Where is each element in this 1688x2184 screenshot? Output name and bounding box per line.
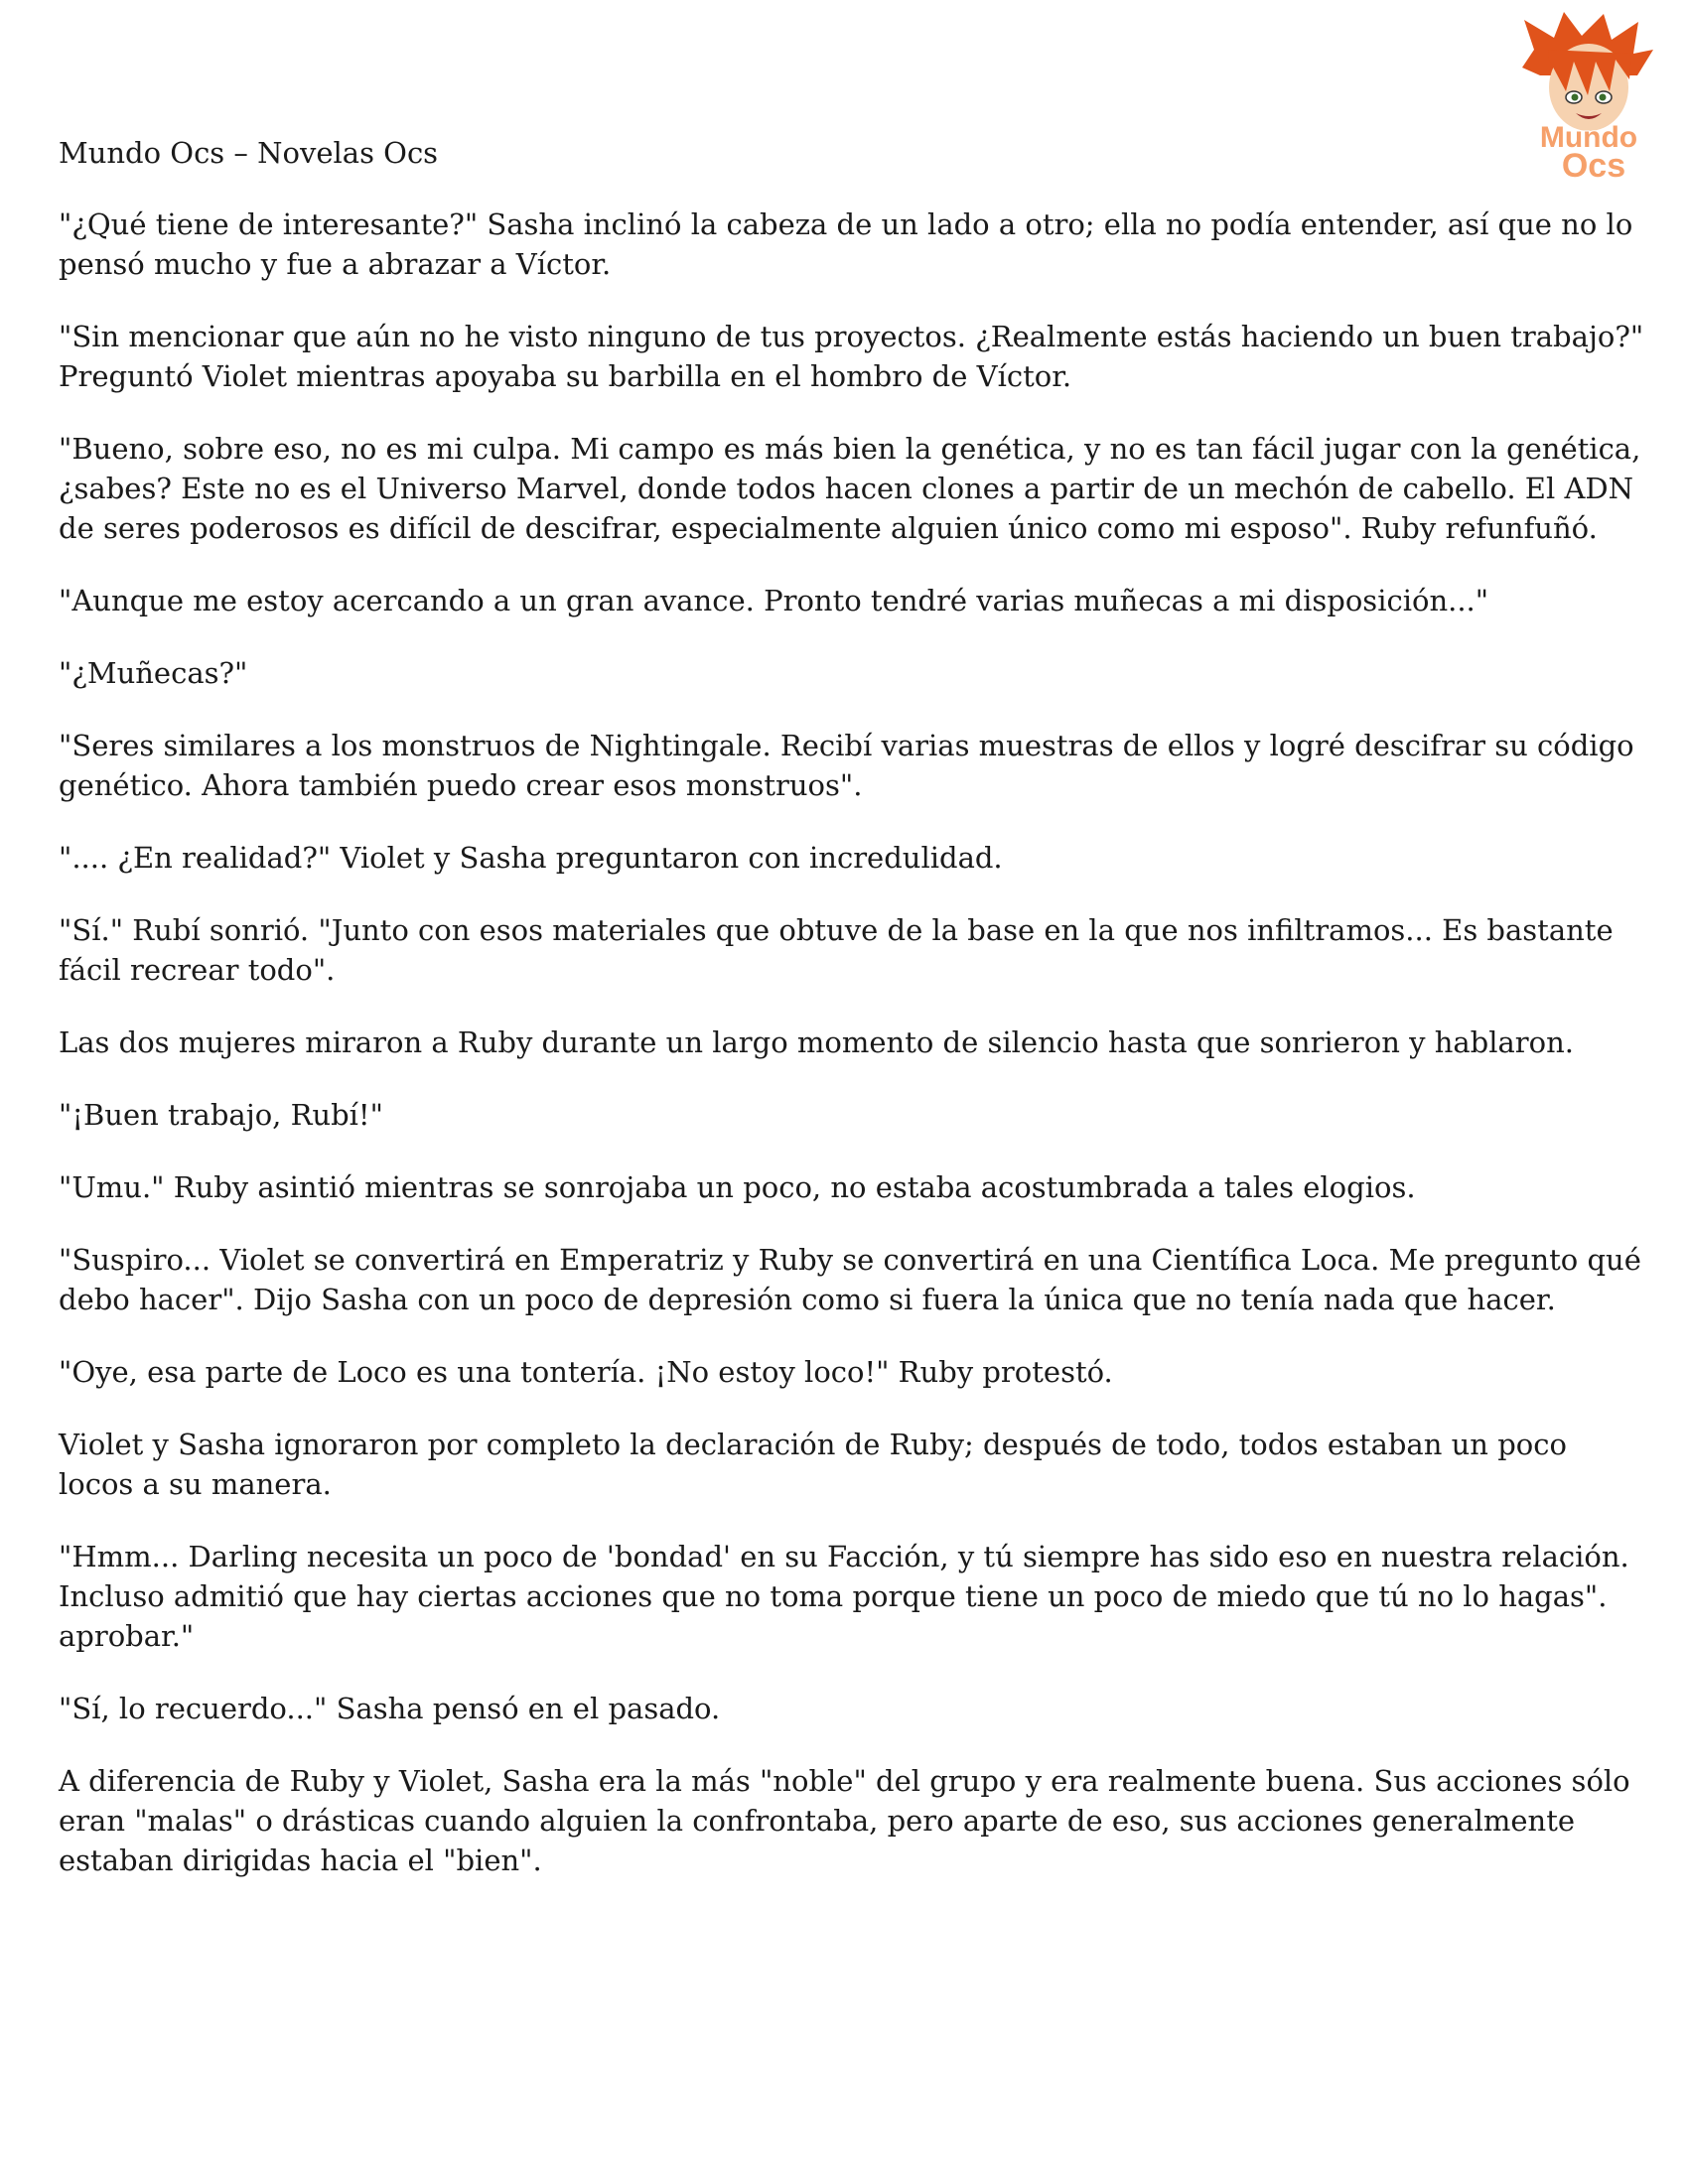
paragraph: "Seres similares a los monstruos de Nightingale. Recibí varias muestras de ellos y logré descifrar su código genético. Ahora también puedo crear esos monstruos".	[59, 729, 1634, 802]
svg-text:Ocs: Ocs	[1561, 147, 1626, 184]
paragraph: "Sí, lo recuerdo..." Sasha pensó en el pasado.	[59, 1692, 721, 1725]
paragraph: "¿Qué tiene de interesante?" Sasha inclinó la cabeza de un lado a otro; ella no podía entender, así que no lo pensó mucho y fue a abrazar a Víctor.	[59, 207, 1633, 281]
paragraph: "Aunque me estoy acercando a un gran avance. Pronto tendré varias muñecas a mi disposición..."	[59, 584, 1489, 617]
mundo-ocs-logo	[1504, 10, 1673, 184]
paragraph: "Suspiro... Violet se convertirá en Emperatriz y Ruby se convertirá en una Científica Loca. Me pregunto qué debo hacer". Dijo Sasha con un poco de depresión como si fuera la única que no tenía nada que hacer.	[59, 1243, 1641, 1316]
paragraph: ".... ¿En realidad?" Violet y Sasha preguntaron con incredulidad.	[59, 841, 1003, 875]
paragraph: Violet y Sasha ignoraron por completo la declaración de Ruby; después de todo, todos estaban un poco locos a su manera.	[59, 1428, 1567, 1501]
paragraph: Las dos mujeres miraron a Ruby durante un largo momento de silencio hasta que sonrieron y hablaron.	[59, 1025, 1575, 1059]
paragraph: "¿Muñecas?"	[59, 656, 248, 690]
paragraph: "Sí." Rubí sonrió. "Junto con esos materiales que obtuve de la base en la que nos infiltramos... Es bastante fácil recrear todo".	[59, 913, 1614, 987]
paragraph: "Bueno, sobre eso, no es mi culpa. Mi campo es más bien la genética, y no es tan fácil jugar con la genética, ¿sabes? Este no es el Universo Marvel, donde todos hacen clones a partir de un mechón de cabello. El ADN de seres poderosos es difícil de descifrar, especialmente alguien único como mi esposo". Ruby refunfuñó.	[59, 432, 1641, 545]
paragraph: "Sin mencionar que aún no he visto ninguno de tus proyectos. ¿Realmente estás haciendo un buen trabajo?" Preguntó Violet mientras apoyaba su barbilla en el hombro de Víctor.	[59, 320, 1644, 393]
paragraph: "Hmm... Darling necesita un poco de 'bondad' en su Facción, y tú siempre has sido eso en nuestra relación. Incluso admitió que hay ciertas acciones que no toma porque tiene un poco de miedo que tú no lo hagas". aprobar."	[59, 1540, 1629, 1653]
svg-text:Mundo: Mundo	[1539, 121, 1638, 154]
paragraph: A diferencia de Ruby y Violet, Sasha era la más "noble" del grupo y era realmente buena. Sus acciones sólo eran "malas" o drásticas cuando alguien la confrontaba, pero aparte de eso, sus acciones generalmente estaban dirigidas hacia el "bien".	[59, 1764, 1630, 1877]
paragraph: "¡Buen trabajo, Rubí!"	[59, 1098, 383, 1132]
document-body	[59, 205, 1647, 1913]
paragraph: "Umu." Ruby asintió mientras se sonrojaba un poco, no estaba acostumbrada a tales elogios.	[59, 1170, 1416, 1204]
page-header: Mundo Ocs – Novelas Ocs	[59, 136, 439, 170]
paragraph: "Oye, esa parte de Loco es una tontería. ¡No estoy loco!" Ruby protestó.	[59, 1355, 1113, 1389]
logo-mascot-icon	[1504, 10, 1673, 184]
